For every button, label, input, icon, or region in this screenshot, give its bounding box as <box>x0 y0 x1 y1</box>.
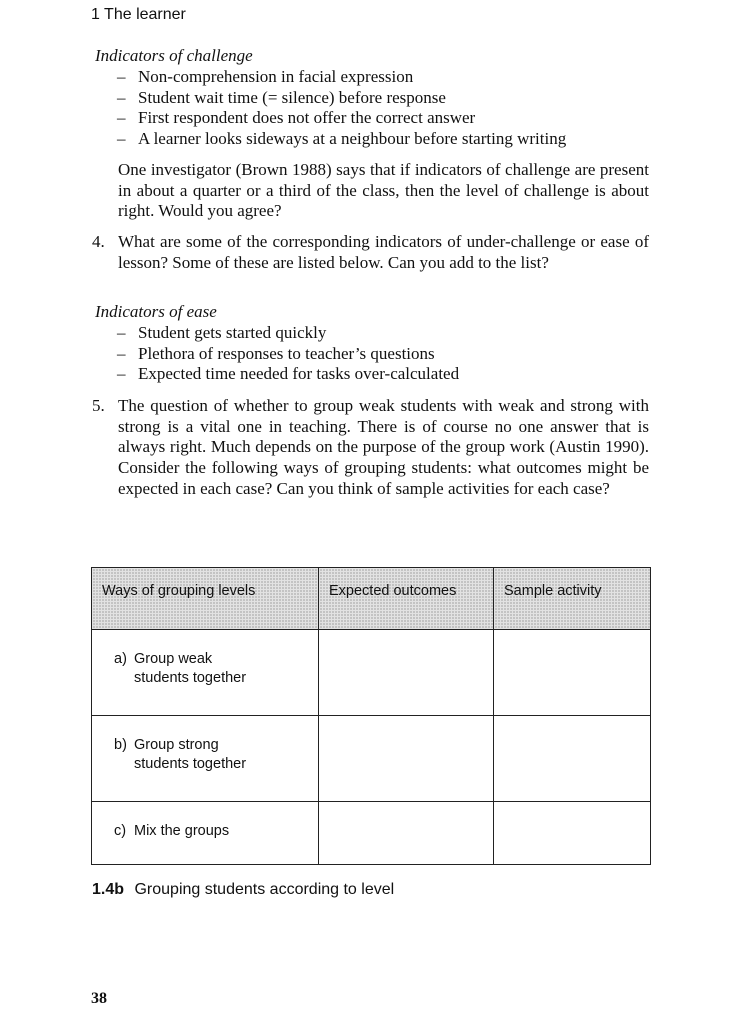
table-row <box>92 716 651 802</box>
question-number: 5. <box>92 396 105 415</box>
table-header-row <box>92 568 651 630</box>
table-row <box>92 630 651 716</box>
question-number: 4. <box>92 232 105 251</box>
table-row <box>92 802 651 865</box>
header-expected-outcomes: Expected outcomes <box>319 568 494 630</box>
challenge-item: – Student wait time (= silence) before response <box>117 87 446 107</box>
grouping-cell: a) Group weak students together <box>92 630 319 716</box>
figure-title: Grouping students according to level <box>134 881 395 898</box>
question-4 <box>92 232 649 273</box>
question-text: The question of whether to group weak students with weak and strong with strong is a vital one in teaching. There is of course no one answer that is always right. Much depends on the purpose of the group work (Austin 1990). Consider the following ways of grouping students: what outcomes might be expected in each case? Can you think of sample activities for each case? <box>118 396 649 498</box>
challenge-list <box>117 67 566 150</box>
activity-cell <box>494 716 651 802</box>
ease-item: – Student gets started quickly <box>117 323 327 342</box>
figure-code: 1.4b <box>92 881 125 898</box>
ease-item: – Plethora of responses to teacher’s questions <box>117 343 435 363</box>
challenge-note: One investigator (Brown 1988) says that if indicators of challenge are present in about a quarter or a third of the class, then the level of challenge is about right. Would you agree? <box>118 160 649 221</box>
challenge-item: – First respondent does not offer the correct answer <box>117 108 476 128</box>
question-5 <box>92 396 649 500</box>
grouping-table <box>91 567 651 865</box>
grouping-cell: b) Group strong students together <box>92 716 319 802</box>
challenge-item: – A learner looks sideways at a neighbour before starting writing <box>117 129 567 149</box>
activity-cell <box>494 630 651 716</box>
challenge-item: – Non-comprehension in facial expression <box>117 67 414 86</box>
header-ways-of-grouping: Ways of grouping levels <box>92 568 319 630</box>
activity-cell <box>494 802 651 865</box>
figure-caption <box>92 880 394 900</box>
question-text: What are some of the corresponding indicators of under-challenge or ease of lesson? Some of these are listed below. Can you add to the list? <box>118 232 649 272</box>
outcome-cell <box>319 802 494 865</box>
ease-list <box>117 323 459 385</box>
outcome-cell <box>319 716 494 802</box>
running-head: 1 The learner <box>91 6 186 23</box>
ease-item: – Expected time needed for tasks over-calculated <box>117 364 460 384</box>
challenge-heading: Indicators of challenge <box>95 46 253 65</box>
page-number: 38 <box>91 990 107 1007</box>
ease-heading: Indicators of ease <box>95 302 217 321</box>
outcome-cell <box>319 630 494 716</box>
header-sample-activity: Sample activity <box>494 568 651 630</box>
grouping-cell: c) Mix the groups <box>92 802 319 865</box>
